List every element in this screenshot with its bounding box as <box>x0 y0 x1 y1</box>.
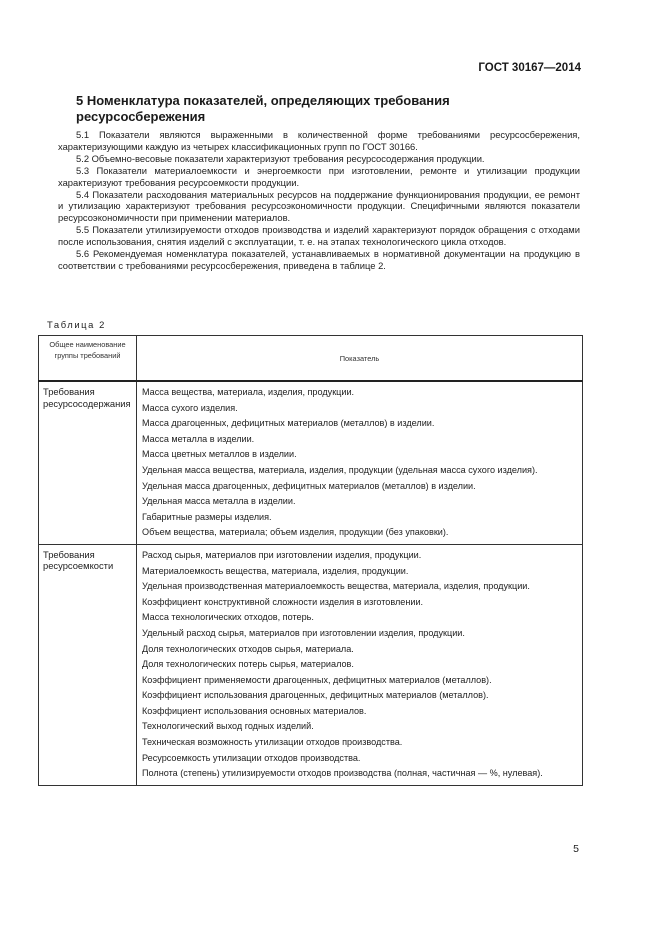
document-code: ГОСТ 30167—2014 <box>478 62 581 74</box>
table-caption: Таблица 2 <box>47 319 106 330</box>
indicators-table <box>38 335 583 786</box>
indicator-item: Доля технологических потерь сырья, материалов. <box>142 659 354 670</box>
group-name-resource-intensity: Требования ресурсоемкости <box>39 544 137 785</box>
paragraph-5-2: 5.2 Объемно-весовые показатели характеризуют требования ресурсосодержания продукции. <box>76 152 485 164</box>
indicator-item: Масса сухого изделия. <box>142 402 238 413</box>
indicator-item: Удельная производственная материалоемкость вещества, материала, изделия, продукции. <box>142 581 530 592</box>
indicator-item: Техническая возможность утилизации отходов производства. <box>142 737 403 748</box>
indicator-item: Удельная масса драгоценных, дефицитных материалов (металлов) в изделии. <box>142 480 476 491</box>
indicator-item: Габаритные размеры изделия. <box>142 511 272 522</box>
indicator-cell-resource-content <box>137 381 583 544</box>
indicator-item: Ресурсоемкость утилизации отходов производства. <box>142 752 361 763</box>
indicator-item: Масса драгоценных, дефицитных материалов (металлов) в изделии. <box>142 418 435 429</box>
indicator-item: Коэффициент применяемости драгоценных, дефицитных материалов (металлов). <box>142 674 492 685</box>
table-header-row <box>39 336 583 382</box>
section-title: 5 Номенклатура показателей, определяющих требования ресурсосбережения <box>76 93 450 124</box>
indicator-item: Коэффициент использования драгоценных, дефицитных материалов (металлов). <box>142 690 489 701</box>
indicator-item: Доля технологических отходов сырья, материала. <box>142 643 354 654</box>
indicator-item: Масса металла в изделии. <box>142 433 255 444</box>
indicator-item: Удельная масса вещества, материала, изделия, продукции (удельная масса сухого изделия). <box>142 464 538 475</box>
header-indicator-column: Показатель <box>137 336 583 382</box>
paragraph-5-5: 5.5 Показатели утилизируемости отходов производства и изделий характеризуют порядок обращения с отходами после использования, снятия изделий с эксплуатации, т. е. на этапах технологического цикла отходов. <box>58 224 580 248</box>
section-body <box>58 129 580 272</box>
indicator-item: Масса цветных металлов в изделии. <box>142 449 297 460</box>
indicator-list <box>137 545 582 785</box>
indicator-item: Полнота (степень) утилизируемости отходов производства (полная, частичная — %, нулевая). <box>142 768 543 779</box>
table-row-resource-content <box>39 381 583 544</box>
indicator-item: Коэффициент конструктивной сложности изделия в изготовлении. <box>142 596 424 607</box>
indicator-item: Технологический выход годных изделий. <box>142 721 314 732</box>
indicator-list <box>137 382 582 544</box>
indicator-cell-resource-intensity <box>137 544 583 785</box>
indicator-item: Удельная масса металла в изделии. <box>142 496 296 507</box>
header-group-column: Общее наименование группы требований <box>39 336 137 382</box>
indicator-item: Объем вещества, материала; объем изделия, продукции (без упаковки). <box>142 527 449 538</box>
indicator-item: Материалоемкость вещества, материала, изделия, продукции. <box>142 565 409 576</box>
indicator-item: Масса технологических отходов, потерь. <box>142 612 314 623</box>
paragraph-5-4: 5.4 Показатели расходования материальных ресурсов на поддержание функционирования продукции, ее ремонт и утилизацию характеризуют требования ресурсоэкономичности продукции. Специфичными являются показатели ресурсоэкономичности при применении материалов. <box>58 188 580 224</box>
indicator-item: Удельный расход сырья, материалов при изготовлении изделия, продукции. <box>142 627 465 638</box>
group-name-resource-content: Требования ресурсосодержания <box>39 381 137 544</box>
page-number: 5 <box>573 843 579 855</box>
paragraph-5-3: 5.3 Показатели материалоемкости и энергоемкости при изготовлении, ремонте и утилизации продукции характеризуют требования ресурсоемкости продукции. <box>58 164 580 188</box>
paragraph-5-1: 5.1 Показатели являются выраженными в количественной форме требованиями ресурсосбережения, характеризующими каждую из четырех классификационных групп по ГОСТ 30166. <box>58 129 580 152</box>
indicator-item: Расход сырья, материалов при изготовлении изделия, продукции. <box>142 549 422 560</box>
table-row-resource-intensity <box>39 544 583 785</box>
indicator-item: Коэффициент использования основных материалов. <box>142 705 367 716</box>
indicator-item: Масса вещества, материала, изделия, продукции. <box>142 387 355 397</box>
paragraph-5-6: 5.6 Рекомендуемая номенклатура показателей, устанавливаемых в нормативной документации на продукцию в соответствии с требованиями ресурсосбережения, приведена в таблице 2. <box>58 248 580 271</box>
